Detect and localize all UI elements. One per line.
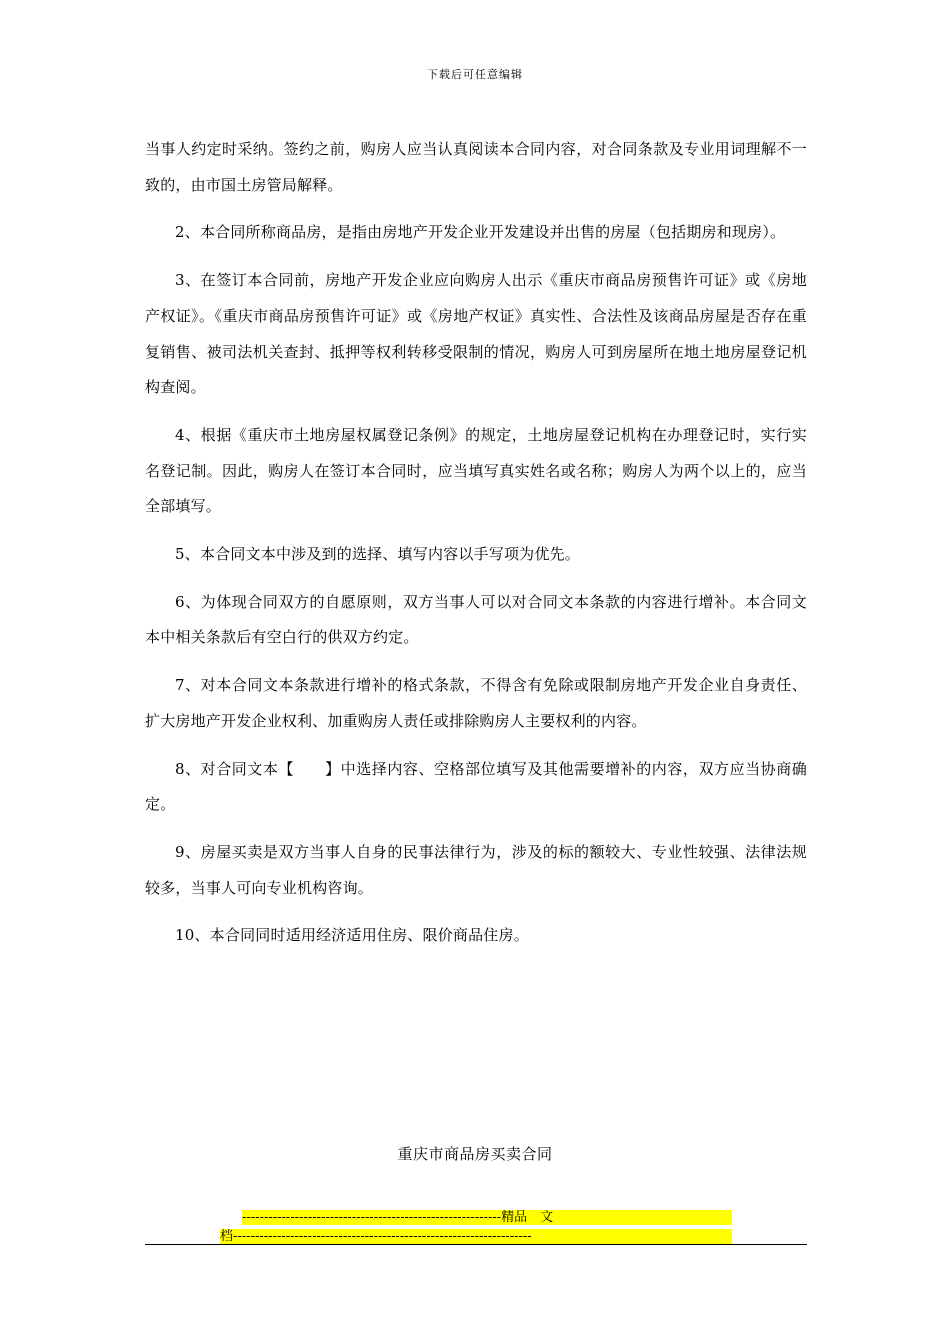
body-text [145, 132, 807, 966]
paragraph-item-4: 4、根据《重庆市土地房屋权属登记条例》的规定，土地房屋登记机构在办理登记时，实行实名登记制。因此，购房人在签订本合同时，应当填写真实姓名或名称；购房人为两个以上的，应当全部填写。 [145, 425, 807, 516]
contract-title: 重庆市商品房买卖合同 [397, 1145, 553, 1163]
paragraph-item-8: 8、对合同文本【 】中选择内容、空格部位填写及其他需要增补的内容，双方应当协商确定。 [145, 759, 807, 814]
paragraph-item-6: 6、为体现合同双方的自愿原则，双方当事人可以对合同文本条款的内容进行增补。本合同文本中相关条款后有空白行的供双方约定。 [145, 592, 807, 647]
paragraph-item-10: 10、本合同同时适用经济适用住房、限价商品住房。 [175, 926, 529, 945]
paragraph-item-3: 3、在签订本合同前，房地产开发企业应向购房人出示《重庆市商品房预售许可证》或《房地产权证》。《重庆市商品房预售许可证》或《房地产权证》真实性、合法性及该商品房屋是否存在重复销售、被司法机关查封、抵押等权利转移受限制的情况，购房人可到房屋所在地土地房屋登记机构查阅。 [145, 271, 807, 397]
paragraph-item-7: 7、对本合同文本条款进行增补的格式条款，不得含有免除或限制房地产开发企业自身责任、扩大房地产开发企业权利、加重购房人责任或排除购房人主要权利的内容。 [145, 676, 807, 730]
paragraph-continuation: 当事人约定时采纳。签约之前，购房人应当认真阅读本合同内容，对合同条款及专业用词理解不一致的，由市国土房管局解释。 [145, 140, 807, 194]
footer-banner [220, 1210, 732, 1248]
paragraph-item-9: 9、房屋买卖是双方当事人自身的民事法律行为，涉及的标的额较大、专业性较强、法律法规较多，当事人可向专业机构咨询。 [145, 842, 807, 897]
footer-divider [145, 1244, 807, 1245]
header-note: 下载后可任意编辑 [427, 68, 523, 81]
paragraph-item-5: 5、本合同文本中涉及到的选择、填写内容以手写项为优先。 [175, 545, 580, 564]
paragraph-item-2: 2、本合同所称商品房，是指由房地产开发企业开发建设并出售的房屋（包括期房和现房）。 [175, 223, 786, 242]
footer-banner-line-1: -----------------------------------------------------------精品 文 [242, 1210, 732, 1225]
footer-banner-line-2: 档-------------------------------------------------------------------- [220, 1229, 732, 1244]
